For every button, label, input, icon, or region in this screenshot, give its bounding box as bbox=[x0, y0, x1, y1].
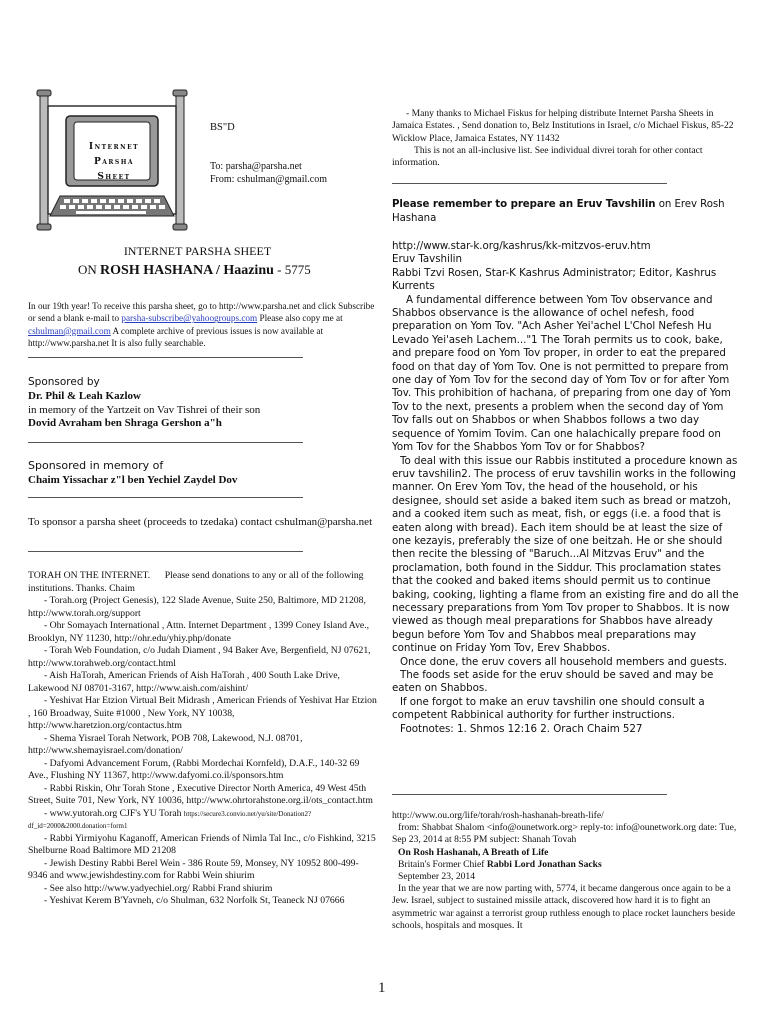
intro-text-2: Please also copy me at bbox=[257, 313, 343, 324]
subscribe-email-link[interactable]: parsha-subscribe@yahoogroups.com bbox=[121, 313, 258, 324]
yutorah-text: - www.yutorah.org CJF's YU Torah bbox=[44, 807, 184, 819]
logo-line-3: Sheet bbox=[97, 172, 131, 182]
article-2-paragraph: In the year that we are now parting with, 5774, it became dangerous once again to be a Jew. Israel, subject to sustained missile attack, discovered how hard it is to fight an asymmetric war against a terrorist group ruthless enough to place rocket launchers beside schools, hospitals and mosques. It bbox=[392, 883, 736, 931]
intro-paragraph bbox=[28, 300, 378, 350]
donation-item: - Yeshivat Kerem B'Yavneh, c/o Shulman, 632 Norfolk St, Teaneck NJ 07666 bbox=[44, 895, 345, 906]
donation-item: - Dafyomi Advancement Forum, (Rabbi Mordechai Kornfeld), D.A.F., 140-32 69 Ave., Flushing NY 11367, http://www.dafyomi.co.il/sponsors.htm bbox=[28, 757, 360, 781]
sponsor-block-3: To sponsor a parsha sheet (proceeds to tzedaka) contact cshulman@parsha.net bbox=[28, 516, 373, 528]
internet-parsha-sheet-logo bbox=[36, 88, 198, 238]
sheet-title: INTERNET PARSHA SHEET bbox=[123, 244, 272, 258]
article-author: Rabbi Tzvi Rosen, Star-K Kashrus Administrator; Editor, Kashrus Kurrents bbox=[392, 266, 717, 293]
parsha-title bbox=[78, 262, 311, 279]
donation-item: - See also http://www.yadyechiel.org/ Rabbi Frand shiurim bbox=[44, 882, 273, 894]
sponsor-memory: in memory of the Yartzeit on Vav Tishrei of their son bbox=[28, 403, 261, 416]
logo-text bbox=[76, 140, 152, 185]
donation-item: - Torah.org (Project Genesis), 122 Slade Avenue, Suite 250, Baltimore, MD 21208, http://www.torah.org/support bbox=[28, 595, 366, 619]
intro-text-3: A complete archive of previous issues is now available at http://www.parsha.net It is also fully searchable. bbox=[28, 325, 323, 349]
logo-line-2: Parsha bbox=[93, 157, 135, 167]
donation-item: - Torah Web Foundation, c/o Judah Diament , 94 Baker Ave, Bergenfield, NJ 07621, http://www.torahweb.org/contact.html bbox=[28, 645, 371, 669]
author-email-link[interactable]: cshulman@gmail.com bbox=[28, 325, 111, 336]
ou-url[interactable]: http://www.ou.org/life/torah/rosh-hashanah-breath-life/ bbox=[392, 810, 604, 821]
donations-section bbox=[28, 570, 378, 908]
intro-text-1: In our 19th year! To receive this parsha sheet, go to http://www.parsha.net and click Subscribe or send a blank e-mail to bbox=[28, 301, 375, 324]
parsha-name: ROSH HASHANA / Haazinu bbox=[100, 263, 274, 278]
donation-item-yutorah bbox=[28, 808, 378, 833]
eruv-article bbox=[392, 240, 742, 736]
article-2-author: Rabbi Lord Jonathan Sacks bbox=[486, 858, 602, 870]
sponsor-honoree-2: Chaim Yissachar z"l ben Yechiel Zaydel Dov bbox=[28, 474, 238, 486]
sponsor-name: Dr. Phil & Leah Kazlow bbox=[28, 389, 141, 402]
bsd-mark: BS"D bbox=[210, 122, 235, 133]
article-title: Eruv Tavshilin bbox=[392, 253, 462, 266]
article-paragraph: Once done, the eruv covers all household members and guests. bbox=[400, 655, 728, 668]
article-2-title: On Rosh Hashanah, A Breath of Life bbox=[398, 846, 549, 858]
eruv-reminder bbox=[392, 198, 742, 225]
article-paragraph: If one forgot to make an eruv tavshilin one should consult a competent Rabbinical authority for further instructions. bbox=[392, 695, 705, 722]
sponsor-block-2 bbox=[28, 459, 378, 487]
divider bbox=[28, 497, 303, 498]
article-2-date: September 23, 2014 bbox=[398, 871, 476, 883]
eruv-reminder-bold: Please remember to prepare an Eruv Tavshilin bbox=[392, 199, 656, 210]
article-2-by: Britain's Former Chief bbox=[398, 858, 487, 870]
ou-article bbox=[392, 810, 742, 932]
sponsor-honoree: Dovid Avraham ben Shraga Gershon a"h bbox=[28, 417, 222, 430]
thanks-text: - Many thanks to Michael Fiskus for helping distribute Internet Parsha Sheets in Jamaica Estates. , Send donation to, Belz Institutions in Israel, c/o Michael Fiskus, 85-22 Wicklow Place, Jamaica Estates, NY 11432 bbox=[392, 108, 734, 144]
sponsor-label: Sponsored by bbox=[28, 376, 100, 388]
article-paragraph: To deal with this issue our Rabbis instituted a procedure known as eruv tavshilin2. The process of eruv tavshilin works in the following manner. On Erev Yom Tov, the head of the household, or his designee, should set aside a baked item such as bread or matzoh, and a cooked item such as meat, fish, or eggs (i.e. a food that is eaten along with bread). Each item should be at least the size of one kezayis, preferably the size of one beitzah. He or she should then recite the blessing of "Baruch...Al Mitzvas Eruv" and the proclamation, both found in the Siddur. This proclamation states that the cooked and baked items should permit us to continue baking, cooking, lighting a flame from an existing fire and do all the necessary preparations from Yom Tov proper to Shabbos. It is now viewed as though meal preparations for Shabbos have already begun before Yom Tov and Shabbos meal preparations may continue on Friday Yom Tov, Erev Shabbos. bbox=[392, 454, 739, 655]
article-paragraph: A fundamental difference between Yom Tov observance and Shabbos observance is the allowance of ochel nefesh, food preparation on Yom Tov. "Ach Asher Yei'achel L'Chol Nefesh Hu Levado Yei'aseh Lachem..."1 The Torah permits us to cook, bake, and prepare food on Yom Tov proper, in order to eat the prepared food on that day of Yom Tov. One is not permitted to prepare from one day of Yom Tov for the second day of Yom Tov or for after Yom Tov. This prohibition of hachana, of preparing from one day of Yom Tov to the next, presents a problem when the second day of Yom Tov falls out on Shabbos or when Shabbos follows a two day sequence of Yomim Tovim. Can one halachically prepare food on Yom Tov for the Shabbos Yom Tov or for Shabbos? bbox=[392, 293, 731, 454]
donation-item: - Rabbi Yirmiyohu Kaganoff, American Friends of Nimla Tal Inc., c/o Fishkind, 3215 Shelburne Road Baltimore MD 21208 bbox=[28, 832, 376, 856]
footnotes: Footnotes: 1. Shmos 12:16 2. Orach Chaim 527 bbox=[400, 722, 643, 735]
on-label: ON bbox=[78, 262, 97, 277]
donation-item: - Aish HaTorah, American Friends of Aish HaTorah , 400 South Lake Drive, Lakewood NJ 08701-3167, http://www.aish.com/aishint/ bbox=[28, 670, 340, 694]
donation-item: - Rabbi Riskin, Ohr Torah Stone , Executive Director North America, 49 West 45th Street, Suite 701, New York, NY 10036, http://www.ohrtorahstone.org.il/ots_contact.htm bbox=[28, 782, 373, 806]
thanks-section bbox=[392, 108, 742, 169]
year: - 5775 bbox=[277, 262, 311, 277]
from-line: From: cshulman@gmail.com bbox=[210, 174, 327, 185]
donation-item: - Yeshivat Har Etzion Virtual Beit Midrash , American Friends of Yeshivat Har Etzion , 160 Broadway, Suite #1000 , New York, NY 10038, http://www.haretzion.org/contactus.htm bbox=[28, 695, 377, 731]
star-k-url[interactable]: http://www.star-k.org/kashrus/kk-mitzvos-eruv.htm bbox=[392, 240, 651, 252]
donations-intro: Please send donations to any or all of the following institutions. Thanks. Chaim bbox=[28, 570, 364, 594]
donation-item: - Shema Yisrael Torah Network, POB 708, Lakewood, N.J. 08701, http://www.shemayisrael.com/donation/ bbox=[28, 732, 303, 756]
logo-line-1: Internet bbox=[88, 142, 140, 152]
to-line: To: parsha@parsha.net bbox=[210, 161, 302, 172]
divider bbox=[28, 357, 303, 358]
divider bbox=[392, 183, 667, 184]
article-paragraph: The foods set aside for the eruv should be saved and may be eaten on Shabbos. bbox=[392, 669, 714, 695]
sponsor-label-2: Sponsored in memory of bbox=[28, 459, 164, 472]
page-number: 1 bbox=[378, 980, 386, 996]
divider bbox=[392, 794, 667, 795]
donation-item: - Ohr Somayach International , Attn. Internet Department , 1399 Coney Island Ave., Brooklyn, NY 11230, http://ohr.edu/yhiy.php/donate bbox=[28, 620, 370, 644]
disclaimer-text: This is not an all-inclusive list. See individual divrei torah for other contact information. bbox=[392, 144, 703, 169]
sponsor-block-1 bbox=[28, 376, 378, 431]
donations-heading: TORAH ON THE INTERNET. bbox=[28, 570, 151, 581]
email-header: from: Shabbat Shalom <info@ounetwork.org> reply-to: info@ounetwork.org date: Tue, Sep 23, 2014 at 8:55 PM subject: Shanah Tovah bbox=[392, 822, 737, 846]
eruv-reminder-rest: on Erev Rosh Hashana bbox=[392, 199, 725, 224]
donation-item: - Jewish Destiny Rabbi Berel Wein - 386 Route 59, Monsey, NY 10952 800-499-9346 and www.jewishdestiny.com for Rabbi Wein shiurim bbox=[28, 857, 359, 881]
divider bbox=[28, 551, 303, 552]
yutorah-url: https://secure3.convio.net/yu/site/Donation2?df_id=2000&2000.donation=form1 bbox=[28, 809, 312, 830]
divider bbox=[28, 442, 303, 443]
contact-lines bbox=[210, 160, 327, 186]
